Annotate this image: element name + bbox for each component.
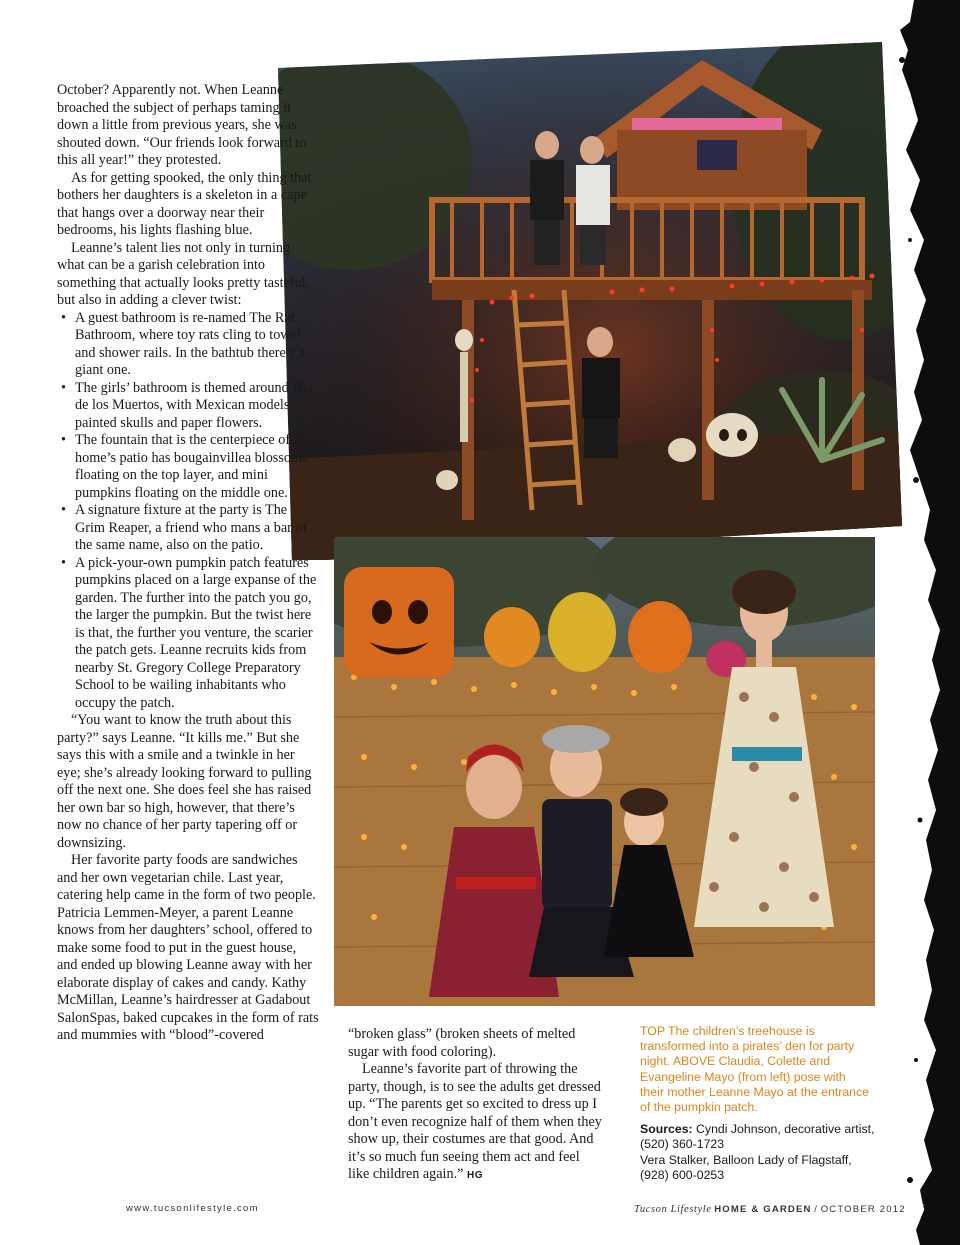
sources-block — [640, 1122, 880, 1183]
section-name: HOME & GARDEN — [714, 1204, 812, 1215]
caption-top-label: TOP — [640, 1024, 665, 1038]
sources-label: Sources: — [640, 1122, 693, 1136]
paragraph: Her favorite party foods are sandwiches and her own vegetarian chile. Last year, catering help came in the form of two people. Patricia Lemmen-Meyer, a parent Leanne knows from her daughters’ school, offered to make some food to put in the guest house, and ended up blowing Leanne away with her elaborate display of cakes and candy. Kathy McMillan, Leanne’s hairdresser at Gadabout SalonSpas, baked cupcakes in the form of rats and mummies with “blood”-covered — [57, 852, 319, 1043]
list-item: • A signature fixture at the party is The Grim Reaper, a friend who mans a bar of the same name, also on the patio. — [75, 502, 319, 555]
paragraph: As for getting spooked, the only thing that bothers her daughters is a skeleton in a cape that hangs over a doorway near their bedrooms, his lights flashing blue. — [57, 169, 312, 238]
end-mark: HG — [466, 1170, 483, 1181]
article-column-2 — [348, 1026, 602, 1185]
footer-folio — [634, 1203, 925, 1215]
caption-above-label: ABOVE — [672, 1054, 716, 1069]
paragraph: “broken glass” (broken sheets of melted sugar with food coloring). — [348, 1026, 576, 1060]
page-number: 45 — [912, 1203, 925, 1215]
source-1: Cyndi Johnson, decorative artist, (520) 360-1723 — [640, 1122, 875, 1152]
paragraph: “You want to know the truth about this party?” says Leanne. “It kills me.” But she says this with a smile and a twinkle in her eye; she’s already looking forward to pulling off the next one. She does feel she has raised her own bar so high, however, that there’s now no chance of her party tapering off or downsizing. — [57, 712, 312, 851]
paragraph-text: Leanne’s favorite part of throwing the party, though, is to see the adults get dressed up. “The parents get so excited to dress up I don’t even recognize half of them when they show up, their costumes are that good. And it’s so much fun seeing them act and feel like children again.” — [348, 1061, 602, 1182]
caption-above-text: Claudia, Colette and Evangeline Mayo (from left) pose with their mother Leanne Mayo at the entrance of the pumpkin patch. — [640, 1054, 869, 1115]
list-item: • A guest bathroom is re-named The Rat Bathroom, where toy rats cling to towel and shower rails. In the bathtub there’s a giant one. — [75, 310, 319, 380]
paragraph: Leanne’s talent lies not only in turning what can be a garish celebration into something that actually looks pretty tasteful, but also in adding a clever twist: — [57, 239, 310, 308]
footer-url[interactable]: www.tucsonlifestyle.com — [126, 1203, 259, 1214]
pumpkin-patch-photo — [334, 537, 875, 1006]
list-item: • A pick-your-own pumpkin patch features pumpkins placed on a large expanse of the garden. The further into the patch you go, the larger the pumpkin. But the twist here is that, the further you venture, the scarier the patch gets. Leanne recruits kids from nearby St. Gregory College Preparatory School to be wailing inhabitants who occupy the patch. — [75, 555, 319, 713]
treehouse-photo — [262, 40, 902, 560]
twist-list — [57, 310, 319, 713]
article-column-1 — [57, 82, 319, 1045]
photo-caption — [640, 1024, 872, 1115]
paragraph: October? Apparently not. When Leanne broached the subject of perhaps taming it down a little from previous years, she was shouted down. “Our friends look forward to this all year!” they protested. — [57, 82, 307, 168]
caption-top-text: The children’s treehouse is transformed into a pirates’ den for party night. — [640, 1024, 855, 1069]
magazine-name: Tucson Lifestyle — [634, 1204, 712, 1215]
list-item: • The fountain that is the centerpiece of the home’s patio has bougainvillea blossoms floating on the top layer, and mini pumpkins floating on the middle one. — [75, 432, 319, 502]
issue-date: OCTOBER 2012 — [820, 1204, 906, 1215]
paragraph — [348, 1061, 602, 1185]
source-2: Vera Stalker, Balloon Lady of Flagstaff, (928) 600-0253 — [640, 1152, 852, 1182]
list-item: • The girls’ bathroom is themed around Dia de los Muertos, with Mexican models, painted skulls and paper flowers. — [75, 380, 319, 433]
folio-separator: / — [814, 1204, 819, 1215]
